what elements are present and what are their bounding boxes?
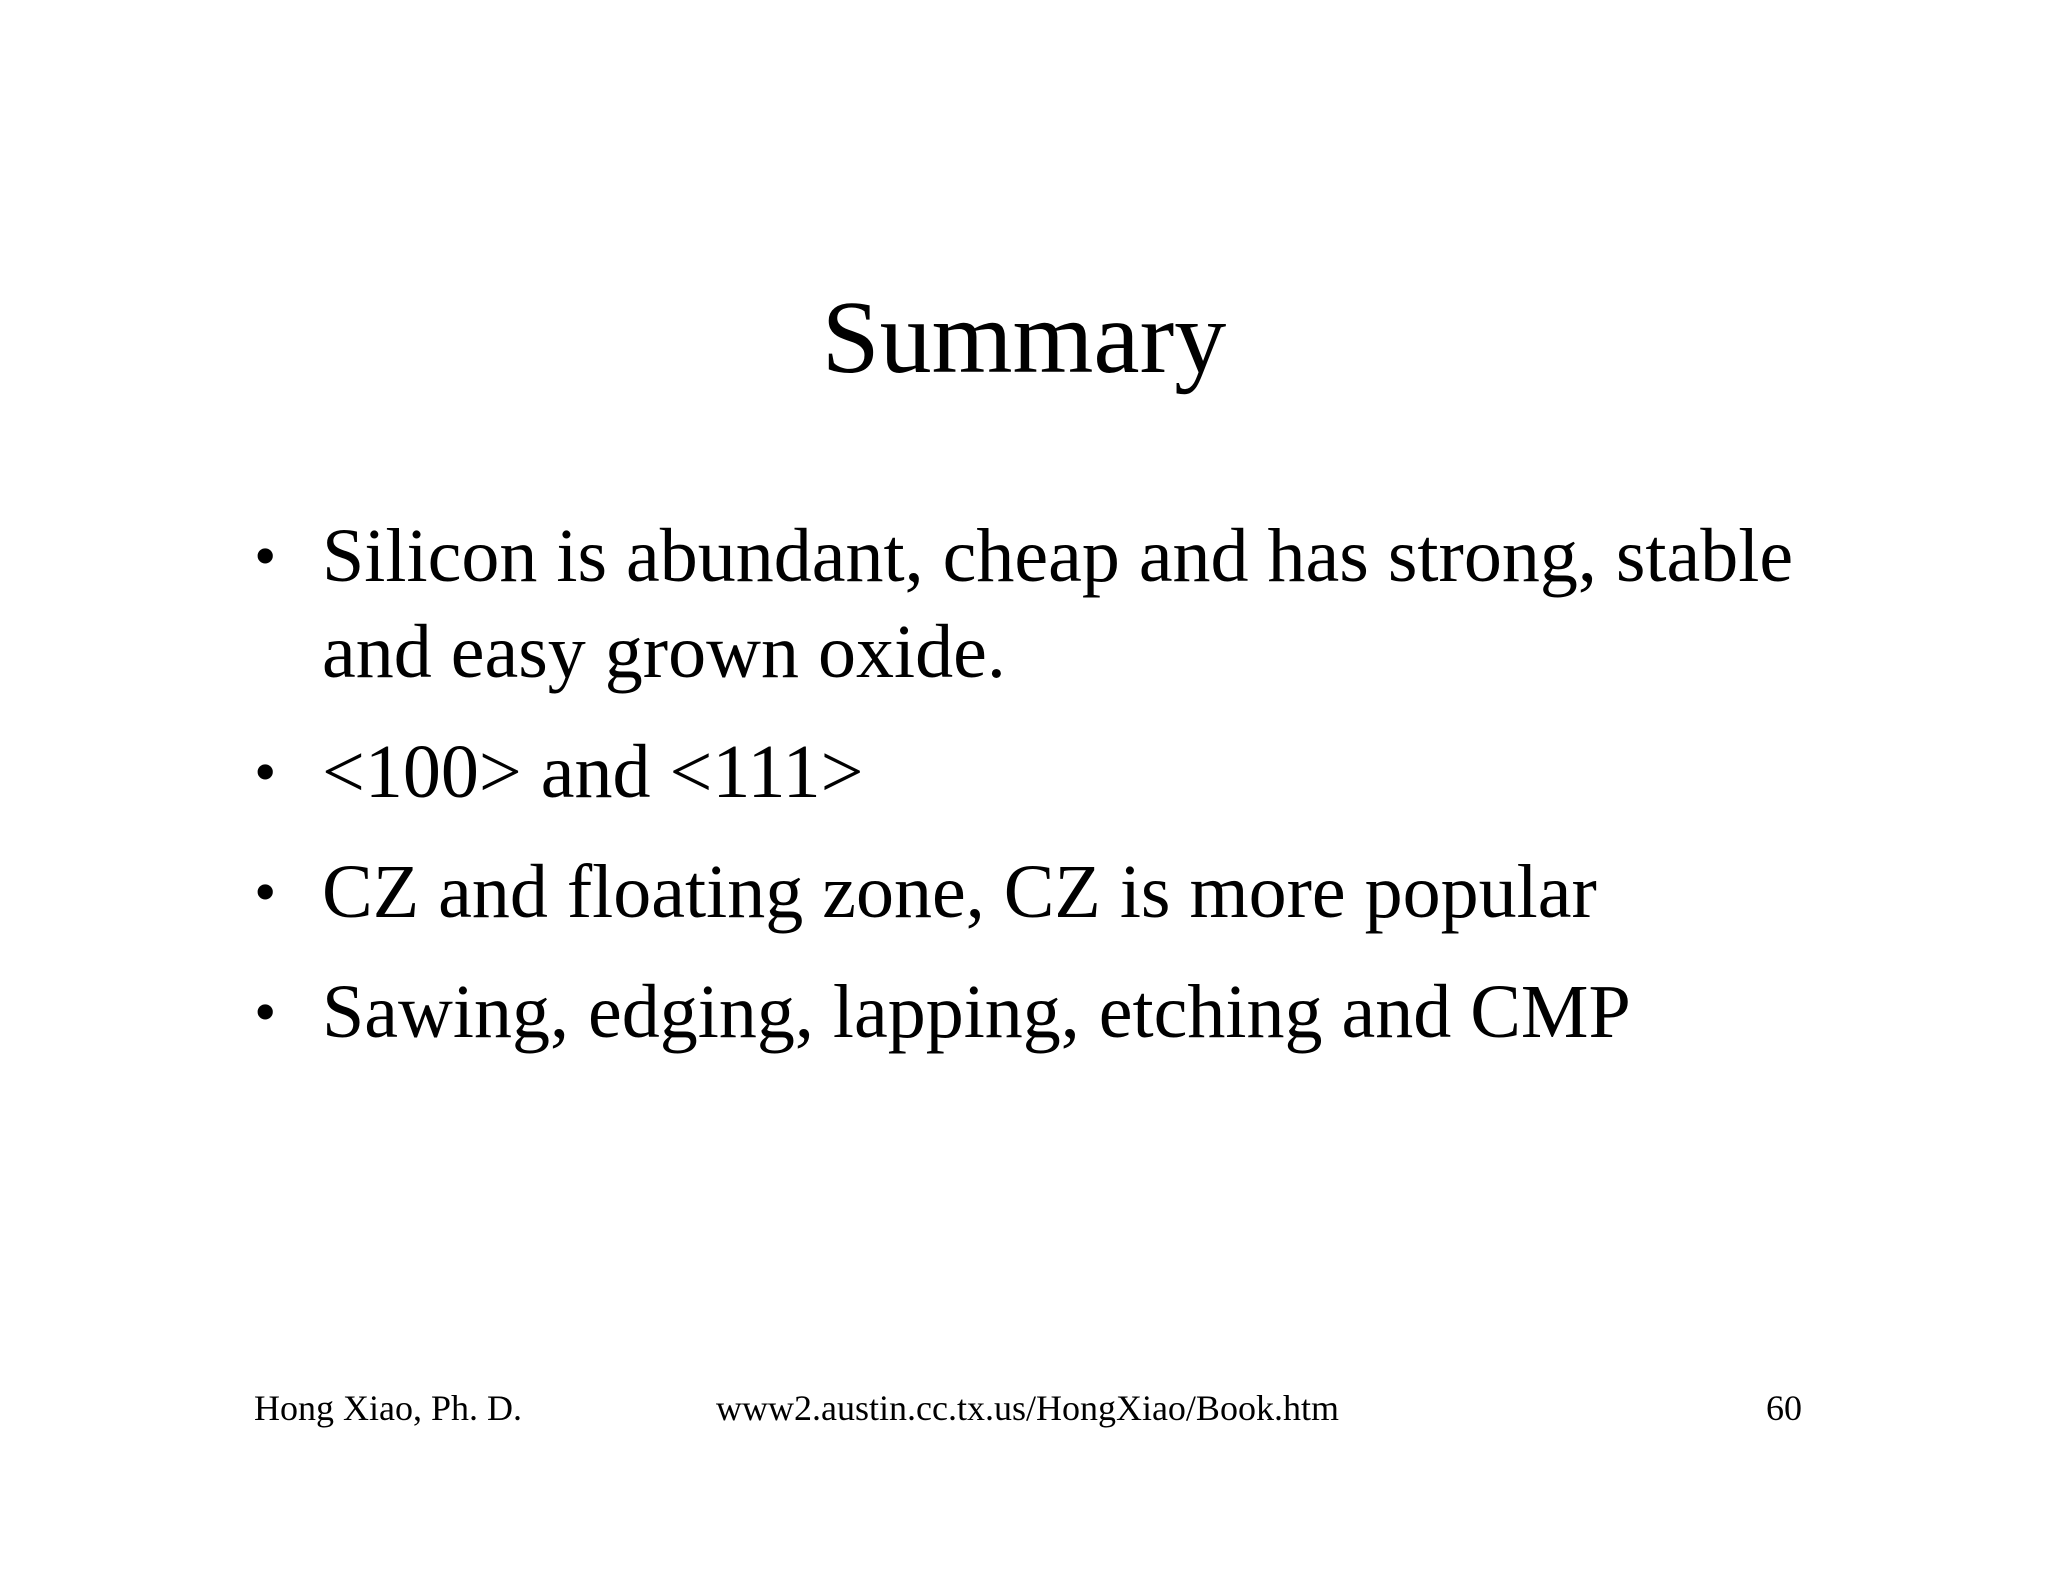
bullet-item [250,724,1850,820]
slide-title: Summary [821,280,1227,395]
footer-url: www2.austin.cc.tx.us/HongXiao/Book.htm [716,1388,1339,1428]
bullet-icon: • [254,520,277,591]
bullet-item [250,964,1850,1060]
bullet-text: Silicon is abundant, cheap and has strong, stable and easy grown oxide. [322,514,1794,694]
bullet-item [250,508,1850,700]
bullet-text: <100> and <111> [322,730,864,814]
bullet-icon: • [254,736,277,807]
footer-author: Hong Xiao, Ph. D. [254,1388,522,1428]
bullet-item [250,844,1850,940]
bullet-list [250,508,1850,1084]
bullet-icon: • [254,976,277,1047]
bullet-text: Sawing, edging, lapping, etching and CMP [322,970,1631,1054]
bullet-text: CZ and floating zone, CZ is more popular [322,850,1597,934]
page-number: 60 [1766,1388,1802,1428]
bullet-icon: • [254,856,277,927]
